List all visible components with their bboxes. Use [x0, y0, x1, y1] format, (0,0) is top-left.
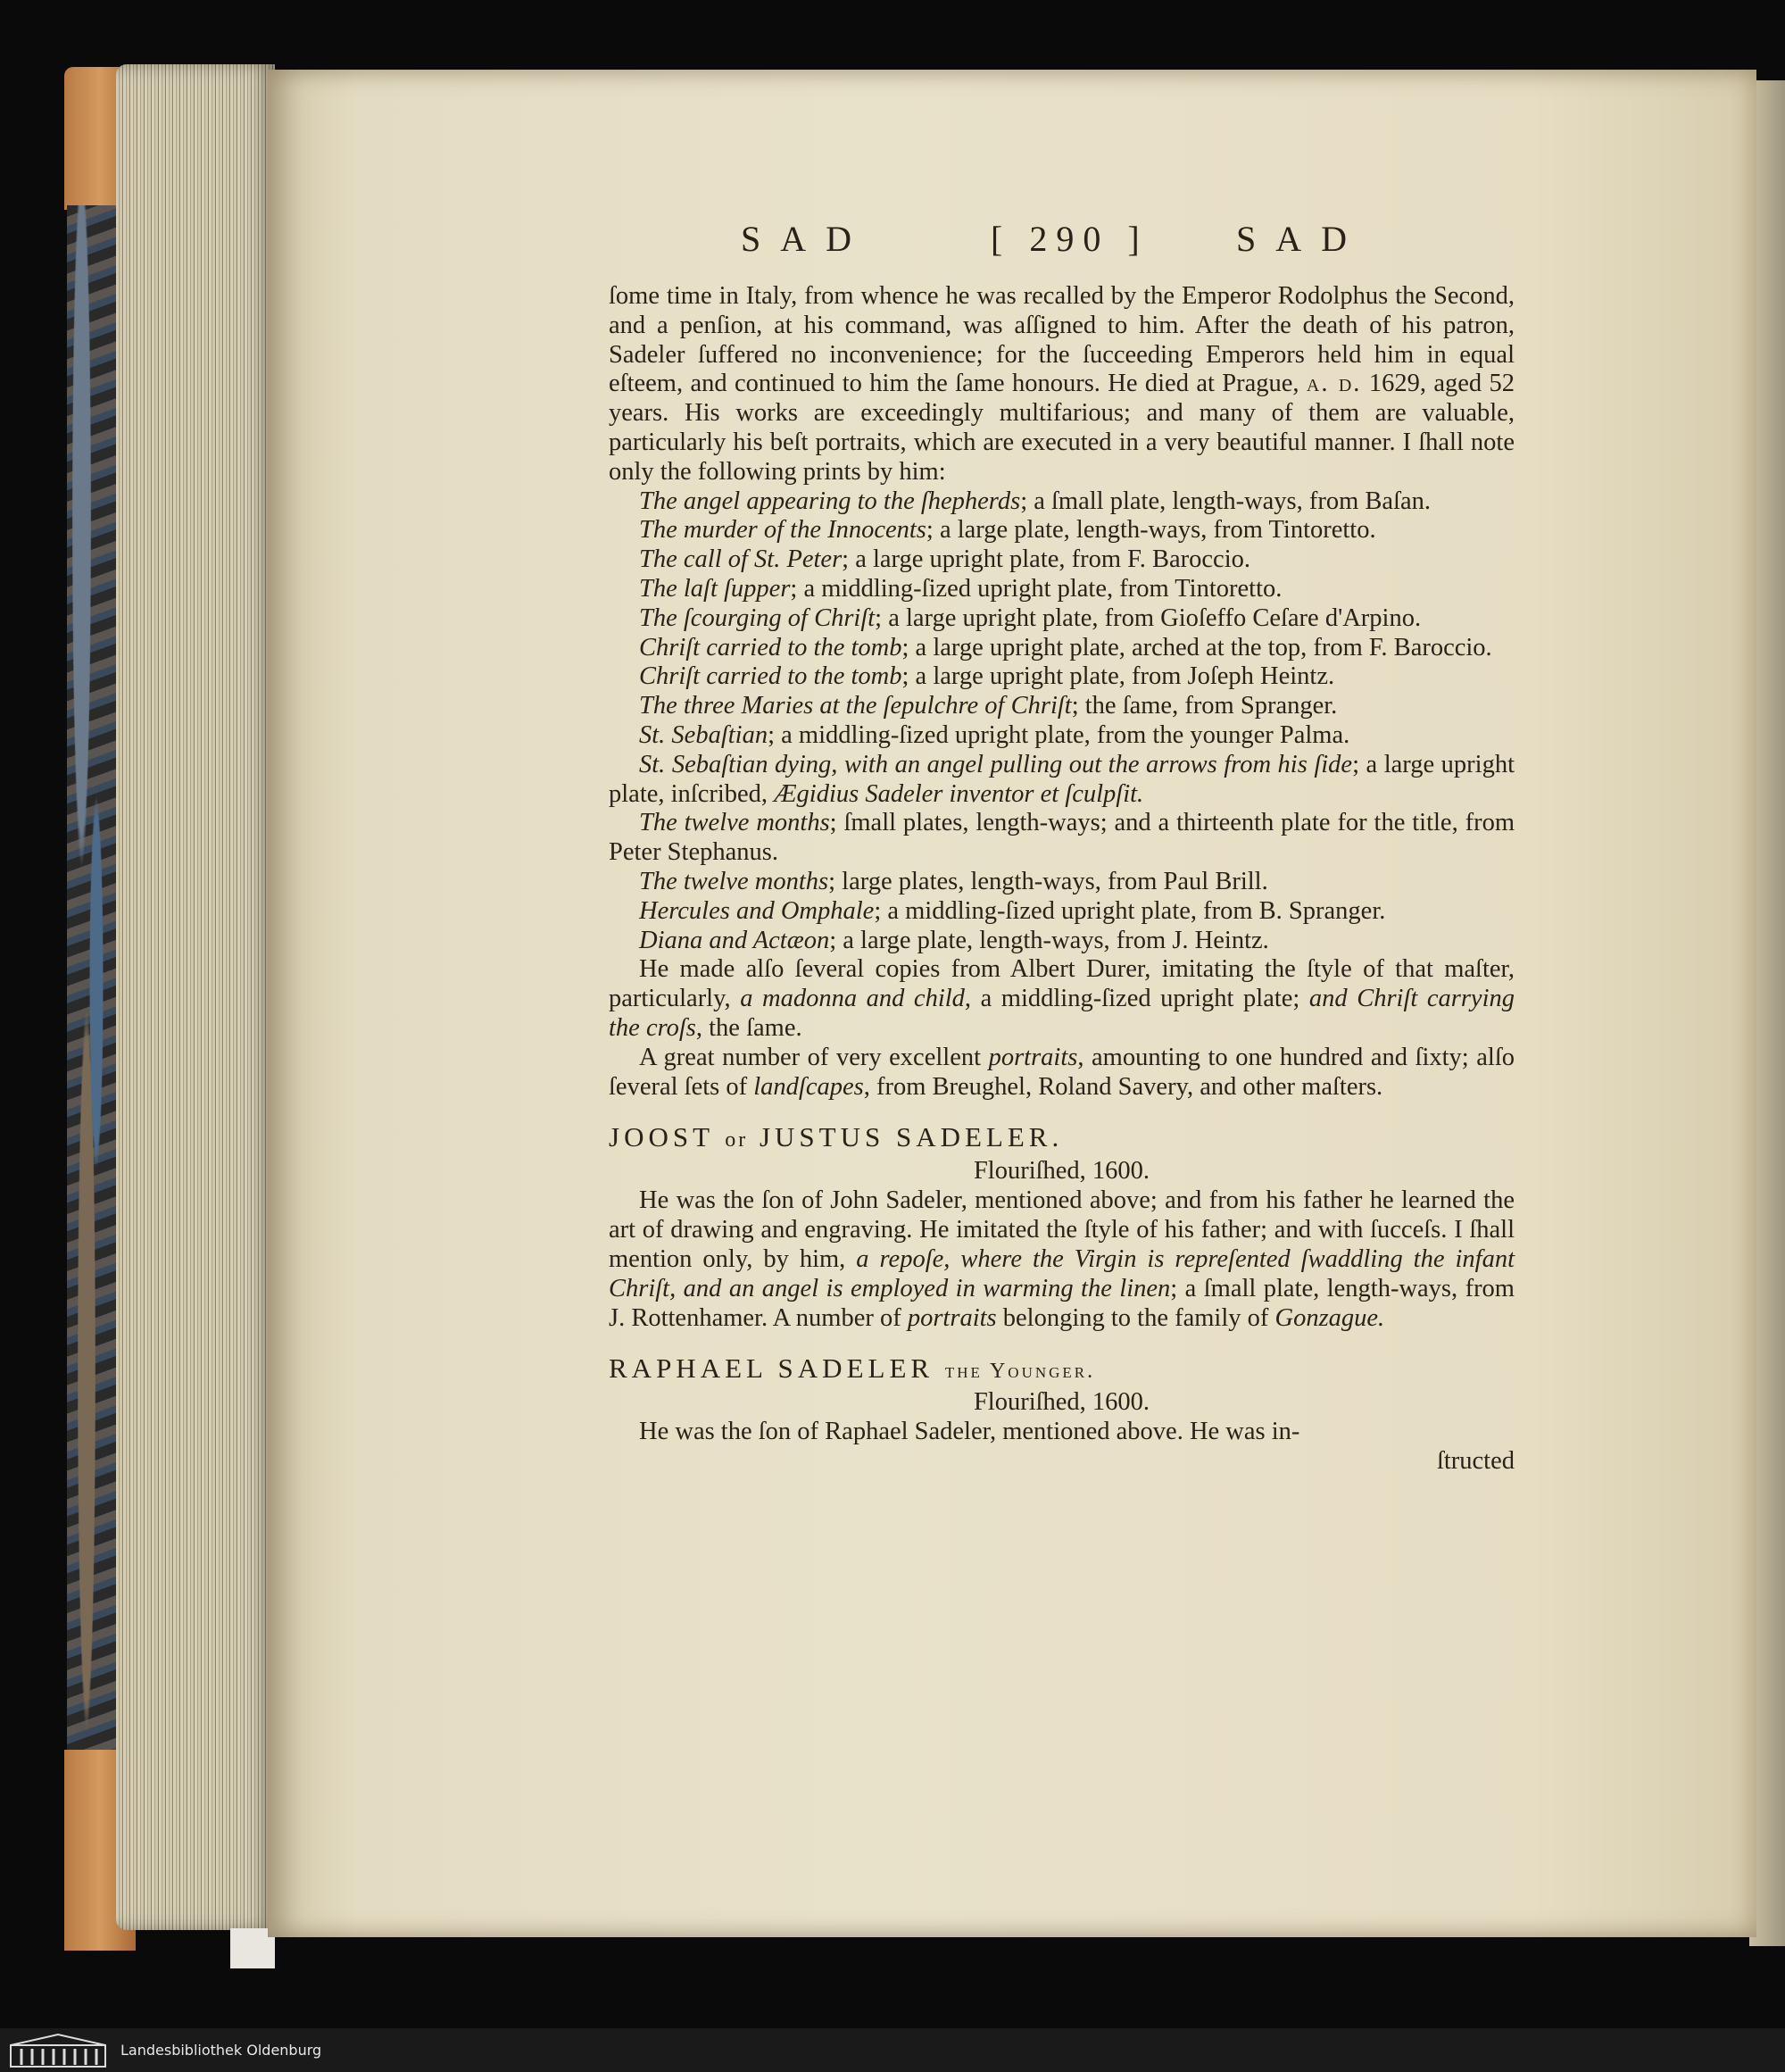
- print-entry: The angel appearing to the ſhepherds; a ſmall plate, length-ways, from Baſan.: [639, 487, 1432, 515]
- running-head-right: SAD: [1236, 219, 1367, 259]
- print-entry: The call of St. Peter; a large upright plate, from F. Baroccio.: [639, 545, 1250, 574]
- print-entry: The twelve months; ſmall plates, length-ways; and a thirteenth plate for the title, from Peter Stephanus.: [609, 809, 1515, 867]
- marbled-cover-edge: [67, 205, 116, 1759]
- catchword: ſtructed: [1436, 1447, 1515, 1476]
- flourished-raphael: Flouriſhed, 1600.: [973, 1388, 1150, 1417]
- library-name: Landesbibliothek Oldenburg: [120, 2042, 322, 2059]
- print-entry: The ſcourging of Chriſt; a large upright plate, from Gioſeffo Ceſare d'Arpino.: [639, 603, 1422, 632]
- paragraph-portraits: A great number of very excellent portraits, amounting to one hundred and ſixty; alſo ſeveral ſets of landſcapes, from Breughel, Roland Savery, and other maſters.: [609, 1043, 1515, 1101]
- paragraph-raphael: He was the ſon of Raphael Sadeler, mentioned above. He was in-: [639, 1418, 1300, 1446]
- footer-bar: [0, 2028, 1785, 2072]
- print-entry: The laſt ſupper; a middling-ſized upright plate, from Tintoretto.: [639, 574, 1283, 603]
- page-stack-edge: [116, 64, 275, 1930]
- paragraph-copies: He made alſo ſeveral copies from Albert Durer, imitating the ſtyle of that maſter, particularly, a madonna and child, a middling-ſized upright plate; and Chriſt carrying the croſs, the ſame.: [609, 955, 1515, 1042]
- print-entry: Chriſt carried to the tomb; a large upright plate, arched at the top, from F. Baroccio.: [639, 633, 1492, 662]
- section-heading-raphael: RAPHAEL SADELER the Younger.: [609, 1352, 1096, 1385]
- paragraph-intro: ſome time in Italy, from whence he was recalled by the Emperor Rodolphus the Second, and a penſion, at his command, was aſſigned to him. After the death of his patron, Sadeler ſuffered no inconvenience; for the ſucceeding Emperors held him in equal eſteem, and continued to him the ſame honours. He died at Prague, a. d. 1629, aged 52 years. His works are exceedingly multifarious; and many of them are valuable, particularly his beſt portraits, which are executed in a very beautiful manner. I ſhall note only the following prints by him:: [609, 282, 1515, 486]
- print-entry: Hercules and Omphale; a middling-ſized upright plate, from B. Spranger.: [639, 896, 1386, 925]
- flourished-joost: Flouriſhed, 1600.: [973, 1157, 1150, 1186]
- print-entry: The twelve months; large plates, length-ways, from Paul Brill.: [639, 867, 1268, 895]
- paragraph-joost: He was the ſon of John Sadeler, mentioned above; and from his father he learned the art of drawing and engraving. He imitated the ſtyle of his father; and with ſucceſs. I ſhall mention only, by him, a repoſe, where the Virgin is repreſented ſwaddling the infant Chriſt, and an angel is employed in warming the linen; a ſmall plate, length-ways, from J. Rottenhamer. A number of portraits belonging to the family of Gonzague.: [609, 1186, 1515, 1332]
- print-entry: The murder of the Innocents; a large plate, length-ways, from Tintoretto.: [639, 516, 1376, 545]
- section-heading-joost: JOOST or JUSTUS SADELER.: [609, 1121, 1064, 1153]
- print-entry: St. Sebaſtian dying, with an angel pulling out the arrows from his ſide; a large upright plate, inſcribed, Ægidius Sadeler inventor et ſculpſit.: [609, 750, 1515, 808]
- page-text: [609, 282, 1515, 1477]
- library-building-icon: [9, 2033, 107, 2068]
- page-number: [ 290 ]: [991, 219, 1149, 259]
- running-head-left: SAD: [741, 219, 872, 259]
- print-entry: Diana and Actæon; a large plate, length-ways, from J. Heintz.: [639, 926, 1269, 954]
- print-entry: The three Maries at the ſepulchre of Chriſt; the ſame, from Spranger.: [639, 692, 1338, 720]
- print-entry: Chriſt carried to the tomb; a large upright plate, from Joſeph Heintz.: [639, 662, 1335, 691]
- running-head: [732, 218, 1392, 264]
- print-entry: St. Sebaſtian; a middling-ſized upright plate, from the younger Palma.: [639, 720, 1350, 749]
